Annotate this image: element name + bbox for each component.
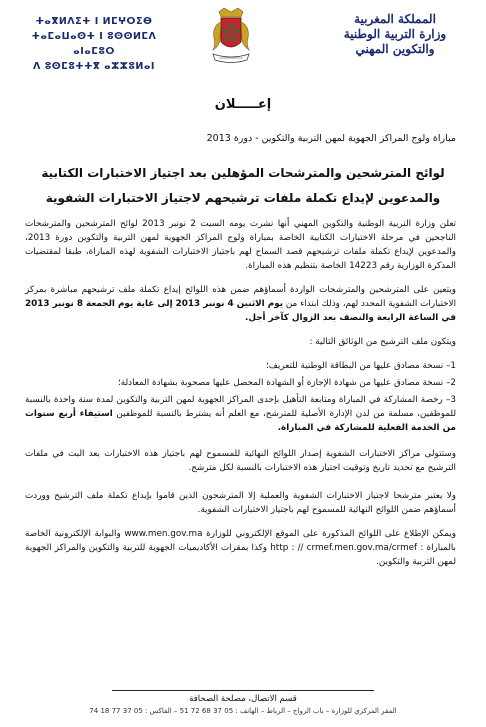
announcement-title: إعـــــلان [214,97,272,112]
letterhead-kingdom: المملكة المغربية [354,12,436,26]
paragraph-eligibility: ولا يعتبر مترشحا لاجتياز الاختبارات الشفوية والعملية إلا المترشحون الذين قاموا بإيداع تكملة ملف الترشيح ووردت أسماؤهم ضمن اللوائح النهائية للمسموح لهم باجتياز الاختبارات الشفوية. [25,491,456,515]
letterhead-tifinagh [14,14,174,74]
footer-divider [112,690,374,691]
announcement-heading: لوائح المترشحين والمترشحات المؤهلين بعد اجتياز الاختبارات الكتابية والمدعوين لإيداع تكملة ملفات ترشيحهم لاجتياز الاختبارات الشفوية [41,166,445,205]
document-item-id-card: 1– نسخة مصادق عليها من البطاقة الوطنية للتعريف؛ [266,361,456,371]
paragraph-deposit-deadline [25,283,456,325]
footer-address: المقر المركزي للوزارة – باب الرواح – الرباط – الهاتف : 05 37 68 72 51 – الفاكس : 05 37 77 18 74 [89,707,397,715]
letterhead-ministry: وزارة التربية الوطنية [343,27,447,41]
letterhead-ministry-2: والتكوين المهني [355,42,435,56]
paragraph-documents-intro: ويتكون ملف الترشيح من الوثائق التالية : [309,337,456,347]
letterhead-tifinagh-line3: ⴷ ⵓⵙⵎⵓⵜⵜⴳ ⴰⵣⵣⵓⵍⴰⵏ [33,61,155,72]
paragraph-results-published: تعلن وزارة التربية الوطنية والتكوين المهني أنها نشرت يومه السبت 2 نونبر 2013 لوائح المترشحين والمترشحات الناجحين في مرحلة الاختبارات الكتابية الخاصة بمباراة ولوج المراكز الجهوية لمهن التربية والتكوين دورة 2013، والمدعوين لإيداع تكملة ملفات ترشيحهم قصد السماح لهم باجتياز الاختبارات الشفوية لهذه المباراة، طبقا لمقتضيات المذكرة الوزارية رقم 14223 الخاصة بتنظيم هذه المباراة. [25,219,457,271]
paragraph-deposit-dates: يوم الاثنين 4 نونبر 2013 إلى غاية يوم الجمعة 8 نونبر 2013 في الساعة الرابعة والنصف بعد الزوال كآخر أجل. [25,299,456,323]
announcement-subtitle: مباراة ولوج المراكز الجهوية لمهن التربية والتكوين - دورة 2013 [206,133,456,144]
paragraph-final-lists: وستتولى مراكز الاختبارات الشفوية إصدار اللوائح النهائية للمسموح لهم باجتياز هذه الاختبارات بعد البت في ملفات الترشيح مع تحديد تاريخ وتوقيت اجتياز هذه الاختبارات بالنسبة لكل مترشح. [25,449,456,473]
letterhead [0,0,486,78]
document-item-authorization [25,393,456,435]
coat-of-arms-icon [205,8,257,70]
document-item-authorization-condition: استيفاء أربع سنوات من الخدمة الفعلية للمشاركة في المباراة. [25,409,456,433]
letterhead-arabic [320,12,470,57]
letterhead-tifinagh-line2: ⵜⴰⵎⴰⵡⴰⵙⵜ ⵏ ⵓⵙⵙⵍⵎⴷ ⴰⵏⴰⵎⵓⵔ [31,31,157,57]
paragraph-deposit-text: ويتعين على المترشحين والمترشحات الواردة أسماؤهم ضمن هذه اللوائح إيداع تكملة ملف ترشيحهم مباشرة بمركز الاختبارات الشفوية المحدد لهم، وذلك ابتداء من [25,285,457,309]
document-item-degree: 2– نسخة مصادق عليها من شهادة الإجازة أو الشهادة المحصل عليها مصحوبة بشهادة المعادلة؛ [117,378,456,388]
document-item-authorization-text: 3– رخصة المشاركة في المباراة ومتابعة التأهيل بإحدى المراكز الجهوية لمهن التربية والتكوين لمدة سنة واحدة بالنسبة للموظفين، مسلمة من لدن الإدارة الأصلية للمترشح، مع العلم أنه يشترط بالنسبة للموظفين [25,395,456,419]
paragraph-website: ويمكن الإطلاع على اللوائح المذكورة على الموقع الإلكتروني للوزارة www.men.gov.ma والبوابة الإلكترونية الخاصة بالمباراة : http : // crmef.men.gov.ma/crmef وكذا بمقرات الأكاديميات الجهوية للتربية والتكوين والمراكز الجهوية لمهن التربية والتكوين. [25,529,457,567]
letterhead-tifinagh-line1: ⵜⴰⴳⵍⴷⵉⵜ ⵏ ⵍⵎⵖⵔⵉⴱ [35,16,153,27]
footer-department: قسم الاتصال، مصلحة الصحافة [189,694,297,704]
